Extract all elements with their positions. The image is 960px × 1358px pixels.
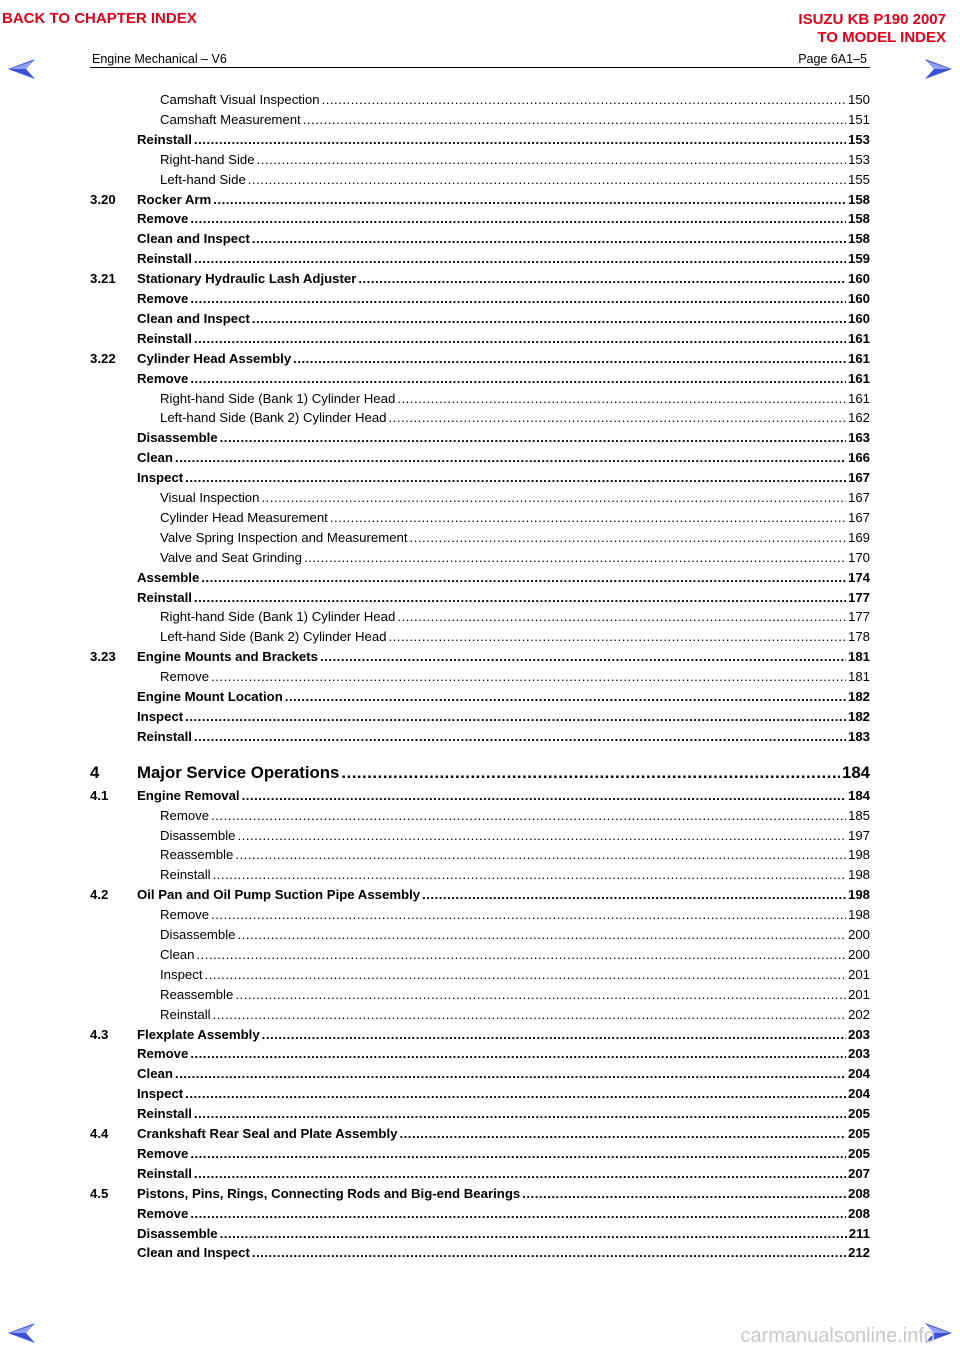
toc-entry-page: 198 — [847, 887, 870, 903]
dot-leader — [190, 1204, 846, 1223]
toc-entry[interactable] — [90, 945, 870, 964]
toc-entry[interactable] — [90, 190, 870, 209]
toc-entry-title: Reinstall — [137, 1165, 192, 1181]
toc-entry-title: Cylinder Head Measurement — [160, 509, 328, 525]
toc-entry-title: Engine Mount Location — [137, 689, 283, 704]
toc-entry-title: Reinstall — [137, 728, 192, 744]
toc-entry[interactable] — [90, 428, 870, 447]
toc-entry-page: 203 — [847, 1026, 870, 1042]
toc-entry-title: Reinstall — [137, 330, 192, 346]
dot-leader — [175, 1064, 846, 1083]
toc-entry[interactable] — [90, 925, 870, 944]
dot-leader — [185, 468, 846, 487]
toc-entry-page: 151 — [847, 111, 870, 127]
toc-entry-page: 160 — [847, 271, 870, 287]
toc-entry-title: Remove — [137, 211, 189, 227]
toc-entry-page: 159 — [847, 251, 870, 267]
dot-leader — [190, 369, 846, 388]
toc-entry-page: 167 — [847, 490, 870, 505]
toc-entry-page: 161 — [847, 370, 870, 386]
dot-leader — [522, 1184, 846, 1203]
toc-entry-number: 4.2 — [90, 887, 109, 903]
toc-entry-page: 166 — [847, 450, 870, 466]
toc-entry-title: Valve and Seat Grinding — [160, 549, 302, 565]
dot-leader — [194, 1164, 846, 1183]
toc-entry-page: 160 — [847, 310, 870, 326]
toc-entry-page: 182 — [847, 708, 870, 724]
toc-entry-title: Remove — [137, 291, 189, 306]
toc-entry-title: Reinstall — [160, 867, 211, 883]
toc-entry-page: 184 — [847, 787, 870, 803]
header-rule — [90, 67, 870, 68]
toc-entry[interactable] — [90, 110, 870, 129]
toc-entry-title: Right-hand Side (Bank 1) Cylinder Head — [160, 390, 396, 406]
running-header-page: Page 6A1–5 — [798, 52, 867, 66]
toc-entry-page: 200 — [847, 946, 870, 962]
dot-leader — [220, 428, 846, 447]
dot-leader — [322, 90, 846, 109]
toc-entry-page: 170 — [847, 549, 870, 565]
toc-entry[interactable] — [90, 1025, 870, 1044]
toc-entry-number: 4.3 — [90, 1026, 109, 1042]
toc-entry-title: Left-hand Side (Bank 2) Cylinder Head — [160, 410, 387, 426]
toc-entry-page: 204 — [847, 1086, 870, 1102]
toc-entry-title: Clean — [137, 450, 173, 466]
toc-entry-title: Left-hand Side — [160, 171, 246, 187]
toc-entry-title: Clean and Inspect — [137, 1245, 250, 1261]
dot-leader — [185, 707, 846, 726]
dot-leader — [185, 1084, 846, 1103]
toc-entry-page: 211 — [848, 1225, 870, 1241]
toc-entry-title: Engine Removal — [137, 787, 240, 803]
dot-leader — [389, 408, 846, 427]
toc-entry-page: 204 — [847, 1066, 870, 1082]
toc-entry-title: Left-hand Side (Bank 2) Cylinder Head — [160, 629, 387, 645]
toc-entry[interactable] — [90, 448, 870, 467]
toc-entry[interactable] — [90, 687, 870, 706]
toc-entry-title: Pistons, Pins, Rings, Connecting Rods and Big-end Bearings — [137, 1185, 521, 1201]
toc-entry-title: Disassemble — [160, 927, 236, 942]
dot-leader — [238, 826, 846, 845]
toc-entry[interactable] — [90, 349, 870, 368]
toc-entry-page: 174 — [847, 569, 870, 585]
toc-entry-page: 161 — [847, 330, 870, 346]
dot-leader — [213, 865, 846, 884]
dot-leader — [389, 627, 846, 646]
dot-leader — [190, 289, 846, 308]
toc-entry[interactable] — [90, 269, 870, 288]
dot-leader — [213, 1005, 846, 1024]
toc-entry-title: Inspect — [137, 1086, 184, 1102]
toc-entry-page: 177 — [847, 589, 870, 605]
dot-leader — [257, 150, 846, 169]
toc-entry[interactable] — [90, 1224, 870, 1243]
model-title-link[interactable]: ISUZU KB P190 2007 — [798, 11, 946, 28]
toc-entry-number: 4 — [90, 762, 100, 782]
dot-leader — [194, 1104, 846, 1123]
toc-entry-number: 4.4 — [90, 1126, 109, 1141]
toc-entry-title: Remove — [137, 370, 189, 386]
toc-entry[interactable] — [90, 667, 870, 686]
toc-entry-title: Disassemble — [137, 1225, 218, 1241]
toc-entry-title: Reinstall — [160, 1006, 211, 1022]
dot-leader — [261, 488, 846, 507]
toc-entry-page: 207 — [847, 1165, 870, 1181]
dot-leader — [262, 1025, 846, 1044]
dot-leader — [190, 209, 846, 228]
toc-entry-page: 208 — [847, 1205, 870, 1221]
toc-entry-page: 200 — [847, 927, 870, 942]
dot-leader — [211, 667, 846, 686]
toc-entry-title: Right-hand Side — [160, 151, 255, 167]
toc-entry[interactable] — [90, 289, 870, 308]
dot-leader — [205, 965, 846, 984]
toc-entry-title: Disassemble — [137, 430, 218, 446]
toc-entry-title: Major Service Operations — [137, 762, 340, 782]
toc-entry-page: 201 — [847, 986, 870, 1002]
toc-entry[interactable] — [90, 130, 870, 149]
toc-entry[interactable] — [90, 865, 870, 884]
dot-leader — [196, 945, 846, 964]
toc-entry[interactable] — [90, 1243, 870, 1262]
toc-entry[interactable] — [90, 885, 870, 904]
toc-entry-page: 181 — [847, 669, 870, 685]
toc-entry-page: 198 — [847, 847, 870, 863]
toc-entry[interactable] — [90, 508, 870, 527]
toc-entry[interactable] — [90, 1184, 870, 1203]
toc-entry-title: Clean — [137, 1066, 173, 1082]
toc-entry[interactable] — [90, 329, 870, 348]
toc-entry[interactable] — [90, 229, 870, 248]
toc-entry-page: 185 — [847, 807, 870, 823]
toc-entry[interactable] — [90, 309, 870, 328]
toc-entry-page: 150 — [847, 92, 870, 107]
toc-entry-page: 208 — [847, 1185, 870, 1201]
toc-entry-title: Inspect — [160, 966, 203, 982]
toc-entry[interactable] — [90, 1204, 870, 1223]
toc-entry-title: Engine Mounts and Brackets — [137, 649, 318, 665]
dot-leader — [238, 925, 846, 944]
toc-entry-number: 3.20 — [90, 191, 116, 207]
toc-entry[interactable] — [90, 905, 870, 924]
toc-entry-page: 182 — [847, 689, 870, 704]
toc-entry-title: Remove — [160, 907, 210, 923]
toc-entry-title: Reinstall — [137, 251, 192, 267]
toc-entry[interactable] — [90, 1164, 870, 1183]
toc-entry-title: Clean — [160, 946, 195, 962]
toc-entry[interactable] — [90, 1064, 870, 1083]
back-to-chapter-index-link[interactable]: BACK TO CHAPTER INDEX — [2, 10, 197, 27]
toc-entry-page: 153 — [847, 131, 870, 147]
toc-entry-page: 183 — [847, 728, 870, 744]
toc-entry[interactable] — [90, 249, 870, 268]
toc-entry[interactable] — [90, 985, 870, 1004]
toc-entry[interactable] — [90, 588, 870, 607]
toc-entry[interactable] — [90, 727, 870, 746]
dot-leader — [175, 448, 846, 467]
dot-leader — [190, 1144, 846, 1163]
dot-leader — [293, 349, 846, 368]
toc-entry[interactable] — [90, 707, 870, 726]
toc-entry-title: Remove — [137, 1145, 189, 1161]
toc-entry-title: Visual Inspection — [160, 490, 260, 505]
toc-entry-page: 158 — [847, 211, 870, 227]
toc-entry[interactable] — [90, 408, 870, 427]
toc-entry[interactable] — [90, 568, 870, 587]
dot-leader — [303, 110, 846, 129]
toc-entry-page: 205 — [847, 1145, 870, 1161]
toc-entry-page: 158 — [847, 231, 870, 247]
toc-entry-page: 198 — [847, 907, 870, 923]
toc-entry[interactable] — [90, 1124, 870, 1143]
toc-entry-page: 201 — [847, 966, 870, 982]
toc-entry-title: Rocker Arm — [137, 191, 212, 207]
next-page-arrow-icon[interactable] — [924, 58, 952, 80]
toc-entry-title: Clean and Inspect — [137, 231, 250, 247]
toc-entry-title: Assemble — [137, 569, 200, 585]
dot-leader — [397, 607, 846, 626]
watermark-text: carmanualsonline.info — [740, 1325, 935, 1347]
dot-leader — [252, 309, 846, 328]
toc-entry-title: Reassemble — [160, 986, 234, 1002]
toc-entry[interactable] — [90, 965, 870, 984]
dot-leader — [330, 508, 846, 527]
dot-leader — [211, 806, 846, 825]
toc-entry-page: 202 — [847, 1006, 870, 1022]
dot-leader — [194, 130, 846, 149]
toc-entry-title: Cylinder Head Assembly — [137, 350, 292, 366]
dot-leader — [358, 269, 846, 288]
toc-entry[interactable] — [90, 209, 870, 228]
toc-entry-number: 4.5 — [90, 1185, 109, 1201]
toc-entry-number: 4.1 — [90, 787, 109, 803]
toc-entry-title: Remove — [160, 669, 210, 685]
dot-leader — [397, 389, 846, 408]
toc-entry-title: Inspect — [137, 470, 184, 486]
toc-entry[interactable] — [90, 647, 870, 666]
toc-entry-title: Clean and Inspect — [137, 310, 250, 326]
toc-entry[interactable] — [90, 826, 870, 845]
toc-entry[interactable] — [90, 528, 870, 547]
toc-entry-page: 153 — [847, 151, 870, 167]
toc-entry-title: Remove — [160, 807, 210, 823]
dot-leader — [220, 1224, 847, 1243]
toc-entry-title: Reinstall — [137, 589, 192, 605]
toc-entry-page: 205 — [847, 1126, 870, 1141]
dot-leader — [194, 588, 846, 607]
toc-entry[interactable] — [90, 1044, 870, 1063]
toc-entry[interactable] — [90, 761, 870, 785]
toc-entry-title: Remove — [137, 1046, 189, 1062]
toc-entry-page: 197 — [847, 827, 870, 843]
toc-entry-page: 158 — [847, 191, 870, 207]
toc-entry-page: 161 — [847, 350, 870, 366]
running-header-title: Engine Mechanical – V6 — [92, 52, 227, 66]
dot-leader — [248, 170, 846, 189]
toc-entry-number: 3.21 — [90, 271, 116, 287]
dot-leader — [194, 329, 846, 348]
toc-entry[interactable] — [90, 1104, 870, 1123]
toc-entry-page: 167 — [847, 470, 870, 486]
toc-entry-title: Right-hand Side (Bank 1) Cylinder Head — [160, 609, 396, 625]
dot-leader — [399, 1124, 846, 1143]
dot-leader — [320, 647, 846, 666]
toc-entry[interactable] — [90, 389, 870, 408]
toc-entry-title: Valve Spring Inspection and Measurement — [160, 529, 408, 545]
toc-entry[interactable] — [90, 627, 870, 646]
to-model-index-link[interactable]: TO MODEL INDEX — [817, 29, 946, 46]
toc-entry-page: 205 — [847, 1106, 870, 1122]
dot-leader — [285, 687, 846, 706]
toc-entry-page: 162 — [847, 410, 870, 426]
toc-entry-title: Reinstall — [137, 131, 192, 147]
toc-entry-title: Camshaft Visual Inspection — [160, 92, 320, 107]
toc-entry-page: 160 — [847, 291, 870, 306]
toc-entry-page: 198 — [847, 867, 870, 883]
dot-leader — [194, 249, 846, 268]
toc-entry-page: 161 — [847, 390, 870, 406]
toc-entry-page: 167 — [847, 509, 870, 525]
toc-entry-title: Disassemble — [160, 827, 236, 843]
toc-entry-title: Flexplate Assembly — [137, 1026, 260, 1042]
toc-entry-title: Remove — [137, 1205, 189, 1221]
toc-entry-page: 178 — [847, 629, 870, 645]
dot-leader — [201, 568, 846, 587]
toc-entry-page: 163 — [847, 430, 870, 446]
toc-entry-page: 203 — [847, 1046, 870, 1062]
toc-entry-title: Stationary Hydraulic Lash Adjuster — [137, 271, 357, 287]
toc-entry[interactable] — [90, 170, 870, 189]
toc-entry[interactable] — [90, 1144, 870, 1163]
previous-page-arrow-icon[interactable] — [8, 58, 36, 80]
toc-entry[interactable] — [90, 806, 870, 825]
toc-entry[interactable] — [90, 786, 870, 805]
dot-leader — [190, 1044, 846, 1063]
dot-leader — [252, 229, 846, 248]
toc-entry-page: 184 — [842, 762, 870, 782]
toc-entry[interactable] — [90, 1005, 870, 1024]
dot-leader — [194, 727, 846, 746]
dot-leader — [235, 845, 846, 864]
toc-entry[interactable] — [90, 90, 870, 109]
previous-page-arrow-icon-bottom[interactable] — [8, 1322, 36, 1344]
toc-entry[interactable] — [90, 150, 870, 169]
toc-entry[interactable] — [90, 548, 870, 567]
toc-entry-title: Reinstall — [137, 1106, 192, 1122]
toc-entry-page: 169 — [847, 529, 870, 545]
dot-leader — [304, 548, 846, 567]
toc-entry-title: Crankshaft Rear Seal and Plate Assembly — [137, 1126, 398, 1141]
toc-entry-number: 3.22 — [90, 350, 116, 366]
toc-entry-page: 181 — [847, 649, 870, 665]
dot-leader — [252, 1243, 846, 1262]
toc-entry[interactable] — [90, 468, 870, 487]
dot-leader — [213, 190, 846, 209]
dot-leader — [341, 761, 840, 785]
toc-entry-title: Camshaft Measurement — [160, 111, 301, 127]
toc-entry[interactable] — [90, 607, 870, 626]
toc-entry-title: Oil Pan and Oil Pump Suction Pipe Assembly — [137, 887, 421, 903]
dot-leader — [211, 905, 846, 924]
toc-entry-page: 212 — [847, 1245, 870, 1261]
toc-entry-page: 177 — [847, 609, 870, 625]
dot-leader — [410, 528, 846, 547]
dot-leader — [242, 786, 846, 805]
toc-entry-title: Inspect — [137, 708, 184, 724]
toc-entry[interactable] — [90, 845, 870, 864]
toc-entry-title: Reassemble — [160, 847, 234, 863]
toc-entry[interactable] — [90, 369, 870, 388]
dot-leader — [422, 885, 846, 904]
toc-entry-number: 3.23 — [90, 649, 116, 665]
toc-entry-page: 155 — [847, 171, 870, 187]
dot-leader — [235, 985, 846, 1004]
toc-entry[interactable] — [90, 488, 870, 507]
toc-entry[interactable] — [90, 1084, 870, 1103]
